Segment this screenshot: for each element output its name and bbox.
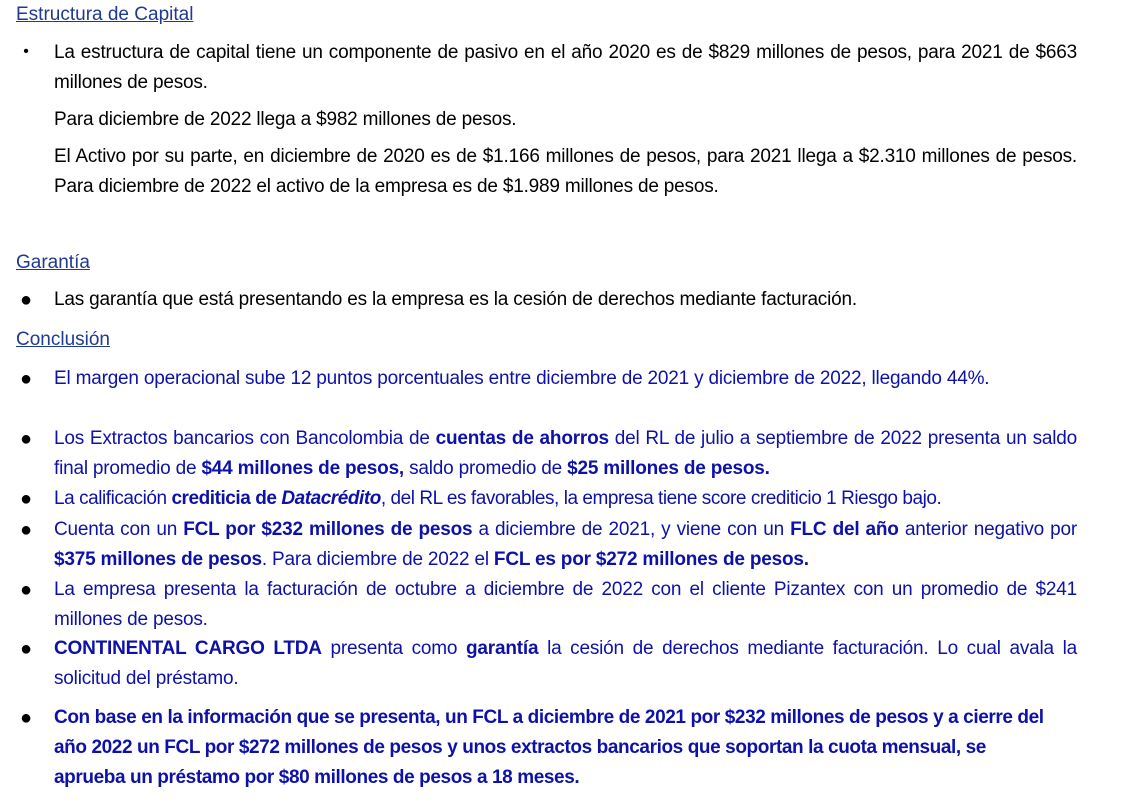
capital-paragraph-2: Para diciembre de 2022 llega a $982 millones de pesos.	[54, 109, 517, 130]
bullet-icon: ●	[19, 488, 33, 510]
conclusion-item-3	[54, 484, 1077, 514]
capital-paragraph-3: El Activo por su parte, en diciembre de 2020 es de $1.166 millones de pesos, para 2021 llega a $2.310 millones de pesos. Para diciembre de 2022 el activo de la empresa es de $1.989 millones de pesos.	[54, 146, 1077, 197]
text-run-bold: $375 millones de pesos	[54, 549, 262, 570]
text-run: a diciembre de 2021, y viene con un	[472, 519, 791, 540]
text-run: Cuenta con un	[54, 519, 184, 540]
conclusion-item-5: La empresa presenta la facturación de octubre a diciembre de 2022 con el cliente Pizantex con un promedio de $241 millones de pesos.	[54, 579, 1077, 630]
bullet-icon: ●	[19, 368, 33, 390]
text-run: Los Extractos bancarios con Bancolombia de	[54, 428, 436, 449]
bullet-icon: ●	[19, 579, 33, 601]
text-run-bold: FCL es por $272 millones de pesos.	[493, 549, 809, 570]
text-run-bold: FLC del año	[790, 519, 899, 540]
text-run: , del RL es favorables, la empresa tiene score crediticio 1 Riesgo bajo.	[380, 488, 942, 509]
text-run-bold: $25 millones de pesos.	[567, 458, 770, 479]
text-run: del RL de julio a septiembre de 2022 presenta un saldo final promedio de	[54, 428, 1077, 479]
conclusion-item-2	[54, 424, 1077, 484]
text-run: . Para diciembre de 2022 el	[261, 549, 494, 570]
text-run: la cesión de derechos mediante facturación. Lo cual avala la solicitud del préstamo.	[54, 638, 1077, 689]
text-run-bold: $44 millones de pesos,	[201, 458, 405, 479]
text-run: anterior negativo por	[898, 519, 1077, 540]
text-run-bold: crediticia de	[171, 488, 282, 509]
bullet-icon: ●	[19, 707, 33, 729]
section-title-estructura-capital: Estructura de Capital	[16, 4, 194, 25]
conclusion-item-1: El margen operacional sube 12 puntos porcentuales entre diciembre de 2021 y diciembre de 2022, llegando 44%.	[54, 368, 990, 389]
text-run-bold: FCL por $232 millones de pesos	[183, 519, 473, 540]
conclusion-item-7: Con base en la información que se presenta, un FCL a diciembre de 2021 por $232 millones de pesos y a cierre del año 2022 un FCL por $272 millones de pesos y unos extractos bancarios que soportan la cuota mensual, se aprueba un préstamo por $80 millones de pesos a 18 meses.	[54, 707, 1044, 788]
text-run: La calificación	[54, 488, 172, 509]
bullet-icon: •	[23, 43, 29, 60]
bullet-icon: ●	[19, 289, 33, 311]
bullet-icon: ●	[19, 519, 33, 541]
text-run: presenta como	[321, 638, 467, 659]
bullet-icon: ●	[19, 428, 33, 450]
section-title-garantia: Garantía	[16, 252, 90, 273]
bullet-icon: ●	[19, 638, 33, 660]
text-run-bold-italic: Datacrédito	[281, 488, 381, 509]
conclusion-item-6	[54, 634, 1077, 694]
capital-paragraph-1: La estructura de capital tiene un componente de pasivo en el año 2020 es de $829 millones de pesos, para 2021 de $663 millones de pesos.	[54, 42, 1077, 93]
text-run-bold: CONTINENTAL CARGO LTDA	[54, 638, 322, 659]
section-title-conclusion: Conclusión	[16, 329, 110, 350]
garantia-paragraph: Las garantía que está presentando es la empresa es la cesión de derechos mediante facturación.	[54, 289, 857, 310]
conclusion-item-4	[54, 515, 1077, 575]
text-run-bold: cuentas de ahorros	[435, 428, 609, 449]
text-run-bold: garantía	[466, 638, 539, 659]
text-run: saldo promedio de	[404, 458, 568, 479]
